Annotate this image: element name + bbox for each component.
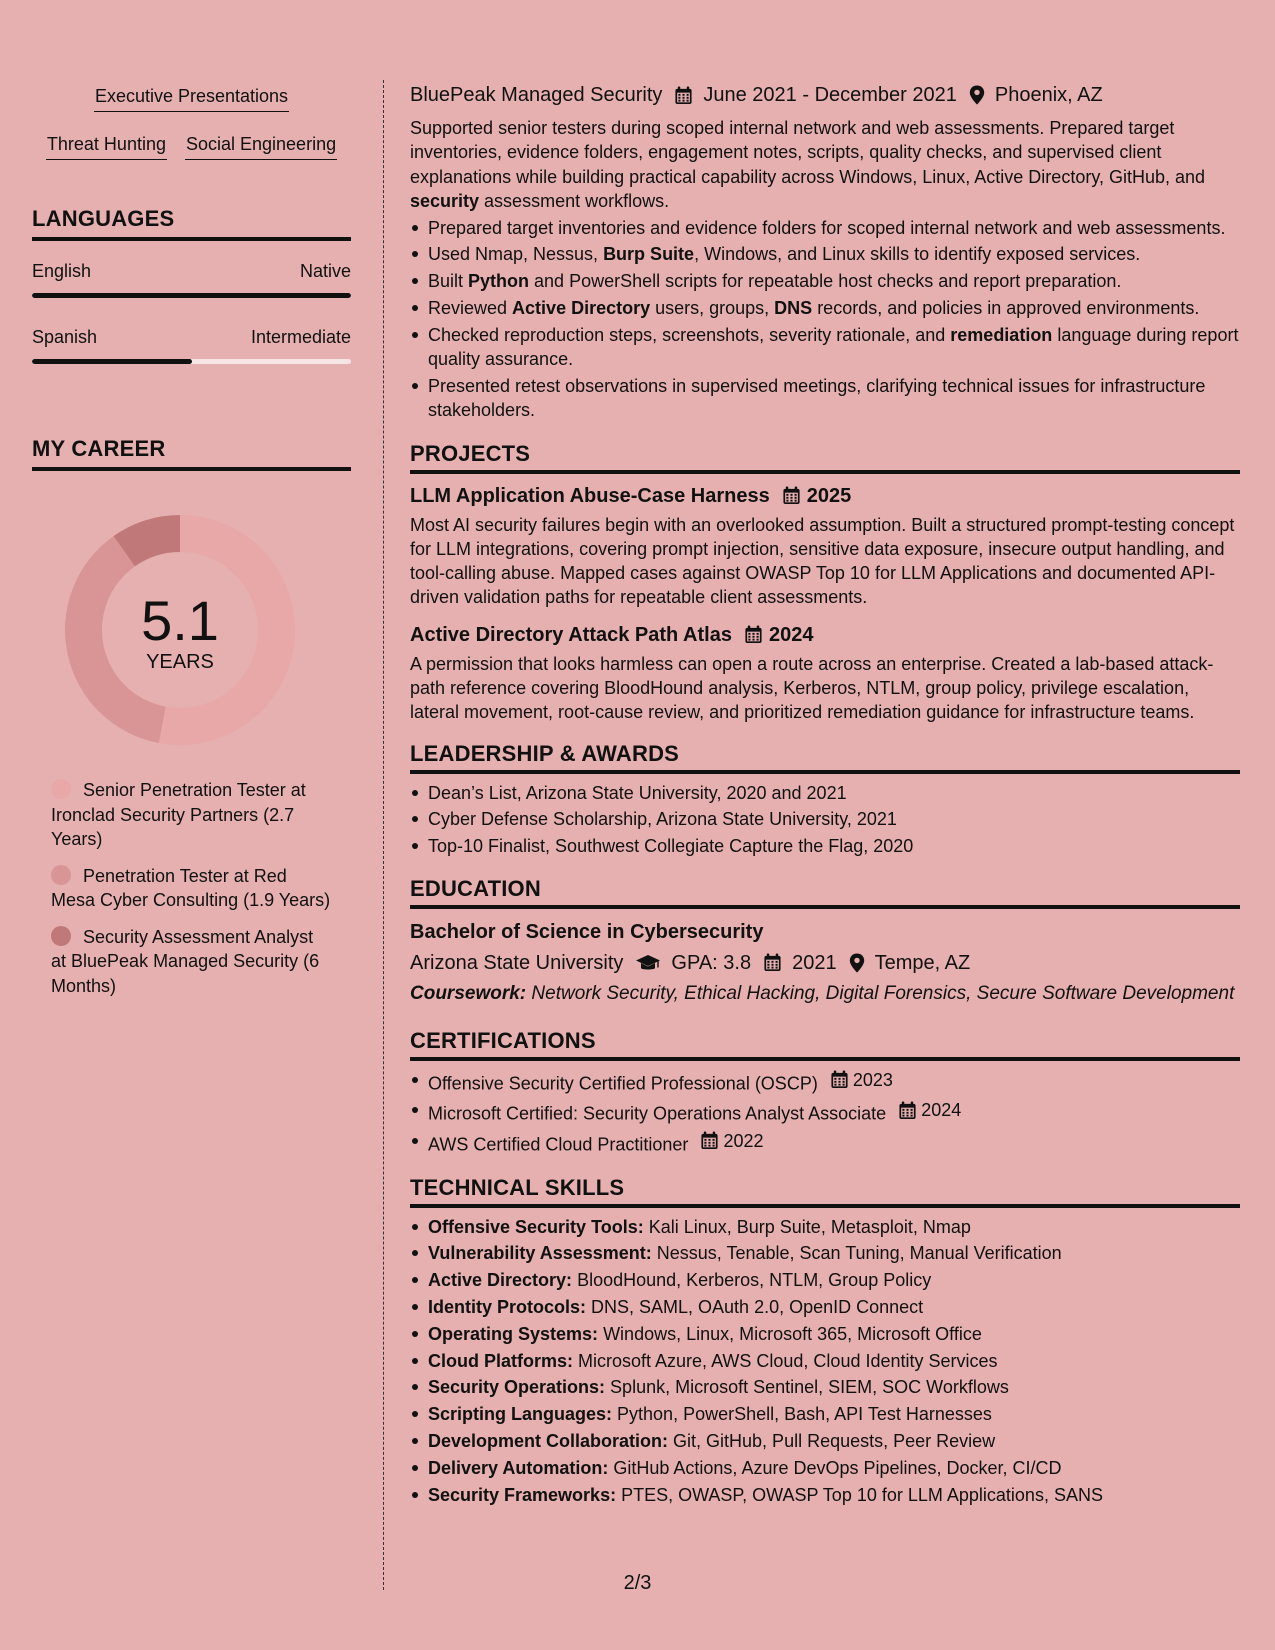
certifications-list	[410, 1068, 1240, 1157]
skill-label: Vulnerability Assessment:	[428, 1243, 652, 1264]
skill-item	[410, 1295, 1240, 1319]
career-donut-chart	[65, 515, 295, 745]
languages-list	[32, 261, 351, 364]
job-bullet	[410, 323, 1240, 372]
award-item: Cyber Defense Scholarship, Arizona State University, 2021	[410, 807, 1240, 831]
map-pin-icon	[969, 85, 985, 105]
skill-item	[410, 1215, 1240, 1239]
job-dates: June 2021 - December 2021	[703, 84, 957, 106]
job-bullet	[410, 216, 1240, 240]
job-header	[410, 82, 1240, 108]
skills-heading: TECHNICAL SKILLS	[410, 1175, 1240, 1208]
project-name: LLM Application Abuse-Case Harness	[410, 484, 770, 507]
coursework-text: Network Security, Ethical Hacking, Digital Forensics, Secure Software Development	[526, 982, 1235, 1004]
calendar-icon	[830, 1070, 849, 1089]
bullet-text: users, groups,	[650, 298, 775, 319]
bullet-text: records, and policies in approved environments.	[812, 298, 1200, 319]
language-bar-fill	[32, 293, 351, 298]
education-gpa: GPA: 3.8	[671, 951, 752, 974]
skill-tag: Social Engineering	[185, 130, 337, 160]
award-item: Dean’s List, Arizona State University, 2020 and 2021	[410, 781, 1240, 805]
skill-item	[410, 1375, 1240, 1399]
bullet-bold: Python	[468, 271, 530, 292]
bullet-text: Used Nmap, Nessus,	[428, 244, 604, 265]
job-bullet	[410, 242, 1240, 266]
coursework-label: Coursework:	[410, 982, 527, 1004]
bullet-text: language during report quality assurance.	[428, 324, 1239, 370]
bullet-text: and PowerShell scripts for repeatable host checks and report preparation.	[529, 271, 1122, 292]
cert-date	[898, 1098, 961, 1122]
awards-list	[410, 781, 1240, 859]
summary-text: Supported senior testers during scoped internal network and web assessments. Prepared target inventories, evidence folders, engagement notes, scripts, quality checks, and supervised client explanations while building practical capability across Windows, Linux, Active Directory, GitHub, and	[410, 118, 1206, 187]
skill-label: Development Collaboration:	[428, 1431, 669, 1452]
bullet-text: Prepared target inventories and evidence folders for scoped internal network and web assessments.	[428, 217, 1226, 238]
certifications-heading: CERTIFICATIONS	[410, 1028, 1240, 1061]
legend-label: Security Assessment Analyst at BluePeak Managed Security (6 Months)	[51, 926, 320, 996]
calendar-icon	[744, 625, 763, 644]
career-heading: MY CAREER	[32, 436, 351, 471]
language-bar	[32, 293, 351, 298]
bullet-text: Reviewed	[428, 298, 513, 319]
calendar-icon	[700, 1131, 719, 1150]
legend-dot	[51, 865, 71, 885]
education-degree: Bachelor of Science in Cybersecurity	[410, 920, 764, 943]
legend-label: Penetration Tester at Red Mesa Cyber Consulting (1.9 Years)	[51, 865, 331, 910]
awards-heading: LEADERSHIP & AWARDS	[410, 741, 1240, 774]
left-column	[32, 82, 351, 1010]
cert-date	[830, 1068, 893, 1092]
calendar-icon	[782, 486, 801, 505]
career-legend-item	[51, 864, 331, 913]
skill-item	[410, 1456, 1240, 1480]
job-summary	[410, 116, 1240, 213]
cert-year: 2022	[723, 1130, 764, 1151]
certification-item	[410, 1098, 1240, 1126]
skill-value: Git, GitHub, Pull Requests, Peer Review	[668, 1431, 996, 1452]
skill-item	[410, 1241, 1240, 1265]
calendar-icon	[674, 86, 693, 105]
language-name: Spanish	[32, 327, 98, 347]
skill-value: Kali Linux, Burp Suite, Metasploit, Nmap	[643, 1216, 971, 1237]
skill-value: Nessus, Tenable, Scan Tuning, Manual Verification	[651, 1243, 1062, 1264]
education-school: Arizona State University	[410, 951, 624, 974]
career-total: 5.1	[141, 589, 219, 652]
skill-value: Windows, Linux, Microsoft 365, Microsoft Office	[598, 1323, 982, 1344]
skills-list	[410, 1215, 1240, 1507]
project-name: Active Directory Attack Path Atlas	[410, 623, 732, 646]
award-item: Top-10 Finalist, Southwest Collegiate Capture the Flag, 2020	[410, 834, 1240, 858]
tag-row	[32, 130, 351, 160]
bullet-text: Presented retest observations in supervised meetings, clarifying technical issues for infrastructure stakeholders.	[428, 375, 1206, 421]
page-number: 2/3	[623, 1572, 652, 1594]
bullet-bold: remediation	[950, 324, 1053, 345]
skill-value: PTES, OWASP, OWASP Top 10 for LLM Applications, SANS	[616, 1484, 1103, 1505]
job-bullet	[410, 269, 1240, 293]
legend-dot	[51, 779, 71, 799]
certification-item	[410, 1068, 1240, 1096]
language-name: English	[32, 261, 92, 281]
language-level: Native	[299, 261, 351, 281]
project-desc: Most AI security failures begin with an overlooked assumption. Built a structured prompt-testing concept for LLM integrations, covering prompt injection, sensitive data exposure, insecure output handling, and tool-calling abuse. Mapped cases against OWASP Top 10 for LLM Applications and documented API-driven validation paths for repeatable client assessments.	[410, 514, 1235, 608]
skill-label: Active Directory:	[428, 1270, 573, 1291]
skill-value: Microsoft Azure, AWS Cloud, Cloud Identity Services	[573, 1350, 998, 1371]
project-desc: A permission that looks harmless can open a route across an enterprise. Created a lab-based attack-path reference covering BloodHound analysis, Kerberos, NTLM, group policy, privilege escalation, lateral movement, root-cause review, and prioritized remediation guidance for infrastructure teams.	[410, 653, 1214, 723]
cert-year: 2024	[921, 1100, 962, 1121]
career-legend	[51, 778, 331, 998]
skill-value: BloodHound, Kerberos, NTLM, Group Policy	[572, 1270, 932, 1291]
project-year: 2024	[768, 623, 814, 646]
education-coursework	[410, 982, 1240, 1006]
career-legend-item	[51, 778, 331, 852]
bullet-text: Checked reproduction steps, screenshots, severity rationale, and	[428, 324, 951, 345]
skill-value: Python, PowerShell, Bash, API Test Harnesses	[612, 1404, 992, 1425]
languages-heading: LANGUAGES	[32, 206, 351, 241]
cert-name: Offensive Security Certified Professional (OSCP)	[428, 1073, 818, 1094]
job-bullets	[410, 216, 1240, 423]
bullet-text: , Windows, and Linux skills to identify exposed services.	[694, 244, 1141, 265]
skill-label: Security Operations:	[428, 1377, 606, 1398]
right-column	[410, 82, 1240, 1507]
certification-item	[410, 1129, 1240, 1157]
skill-tag: Executive Presentations	[94, 82, 289, 112]
cert-name: Microsoft Certified: Security Operations Analyst Associate	[428, 1103, 887, 1124]
legend-dot	[51, 926, 71, 946]
language-bar	[32, 359, 351, 364]
skill-label: Cloud Platforms:	[428, 1350, 574, 1371]
tag-row	[32, 82, 351, 112]
bullet-bold: Active Directory	[512, 298, 651, 319]
education-heading: EDUCATION	[410, 876, 1240, 909]
education-details	[410, 950, 1240, 976]
summary-bold: security	[410, 190, 480, 211]
skill-label: Offensive Security Tools:	[428, 1216, 644, 1237]
language-level: Intermediate	[250, 327, 351, 347]
skill-item	[410, 1429, 1240, 1453]
bullet-bold: Burp Suite	[603, 244, 695, 265]
career-unit: YEARS	[146, 651, 214, 673]
project-title	[410, 622, 1240, 648]
column-divider	[383, 80, 384, 1590]
projects-heading: PROJECTS	[410, 441, 1240, 474]
cert-name: AWS Certified Cloud Practitioner	[428, 1134, 689, 1155]
career-legend-item	[51, 925, 331, 999]
skill-value: GitHub Actions, Azure DevOps Pipelines, Docker, CI/CD	[608, 1457, 1062, 1478]
summary-text: assessment workflows.	[479, 190, 670, 211]
skill-item	[410, 1322, 1240, 1346]
project-year: 2025	[806, 484, 852, 507]
job-company: BluePeak Managed Security	[410, 84, 663, 106]
career-donut-center	[65, 515, 295, 745]
skill-label: Security Frameworks:	[428, 1484, 617, 1505]
skill-value: DNS, SAML, OAuth 2.0, OpenID Connect	[586, 1297, 924, 1318]
skill-label: Delivery Automation:	[428, 1457, 609, 1478]
cert-year: 2023	[852, 1069, 893, 1090]
map-pin-icon	[849, 953, 865, 973]
language-bar-fill	[32, 359, 192, 364]
skill-label: Identity Protocols:	[428, 1297, 587, 1318]
bullet-text: Built	[428, 271, 469, 292]
job-bullet	[410, 374, 1240, 423]
legend-label: Senior Penetration Tester at Ironclad Security Partners (2.7 Years)	[51, 780, 306, 849]
job-location: Phoenix, AZ	[994, 84, 1103, 106]
calendar-icon	[763, 953, 782, 972]
skill-item	[410, 1483, 1240, 1507]
language-item	[32, 261, 351, 282]
cert-date	[700, 1129, 763, 1153]
skill-item	[410, 1402, 1240, 1426]
job-bullet	[410, 296, 1240, 320]
skill-label: Scripting Languages:	[428, 1404, 613, 1425]
language-item	[32, 327, 351, 348]
education-location: Tempe, AZ	[874, 951, 971, 974]
skill-item	[410, 1349, 1240, 1373]
calendar-icon	[898, 1101, 917, 1120]
skill-value: Splunk, Microsoft Sentinel, SIEM, SOC Workflows	[605, 1377, 1009, 1398]
skill-tag: Threat Hunting	[46, 130, 167, 160]
skill-item	[410, 1268, 1240, 1292]
bullet-bold: DNS	[774, 298, 813, 319]
project-title	[410, 483, 1240, 509]
education-year: 2021	[792, 951, 837, 974]
skill-label: Operating Systems:	[428, 1323, 599, 1344]
graduation-cap-icon	[635, 954, 661, 972]
